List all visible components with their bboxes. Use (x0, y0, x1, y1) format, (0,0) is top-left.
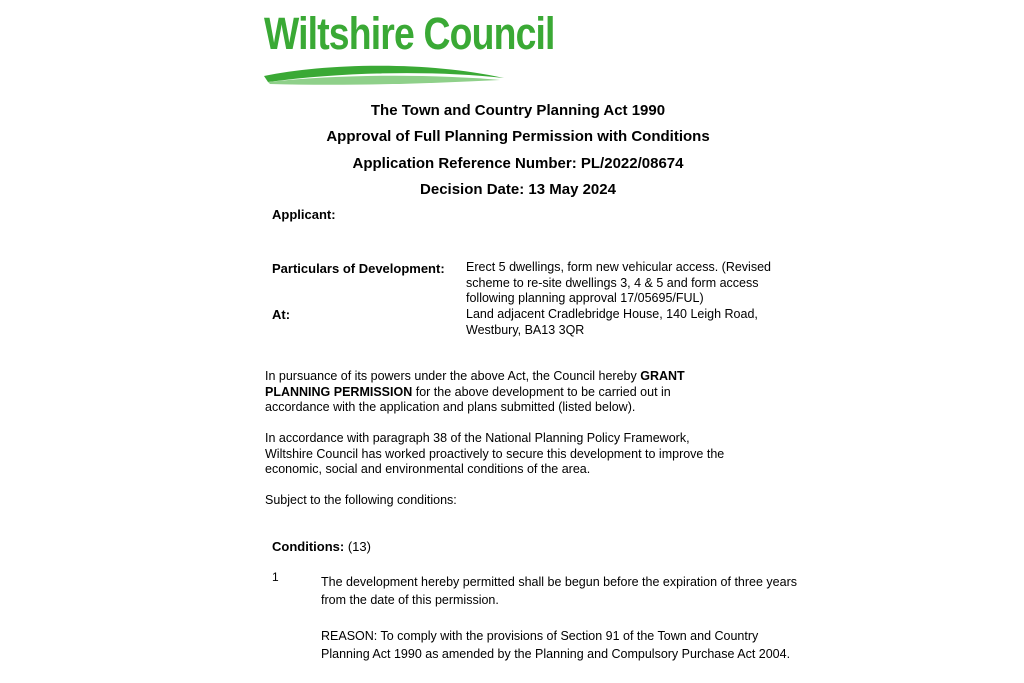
planning-permission-bold-text: PLANNING PERMISSION (265, 384, 413, 399)
condition-reason-line: Planning Act 1990 as amended by the Planning and Compulsory Purchase Act 2004. (321, 647, 791, 661)
conditions-label: Conditions: (272, 539, 345, 554)
nppf-paragraph-line: In accordance with paragraph 38 of the National Planning Policy Framework, (265, 431, 690, 445)
application-reference: Application Reference Number: PL/2022/08674 (352, 155, 684, 172)
grant-paragraph (265, 369, 685, 416)
council-logo-text: Wiltshire Council (264, 8, 555, 59)
logo-swoosh-graphic (262, 62, 506, 88)
conditions-heading (272, 539, 371, 554)
nppf-paragraph (265, 431, 724, 478)
grant-paragraph-line (265, 369, 685, 385)
grant-bold-text: GRANT (640, 369, 685, 383)
condition-text-line: The development hereby permitted shall be begun before the expiration of three years (321, 575, 797, 589)
condition-reason (321, 627, 790, 663)
decision-date: Decision Date: 13 May 2024 (420, 181, 616, 198)
decision-title: Approval of Full Planning Permission with Conditions (326, 128, 710, 145)
particulars-line: scheme to re-site dwellings 3, 4 & 5 and form access (466, 275, 759, 290)
particulars-line: following planning approval 17/05695/FUL) (466, 291, 704, 305)
grant-text: In pursuance of its powers under the above Act, the Council hereby (265, 369, 641, 383)
grant-paragraph-line (265, 385, 685, 401)
site-address-line: Westbury, BA13 3QR (466, 322, 585, 337)
conditions-intro: Subject to the following conditions: (265, 493, 457, 507)
site-address-label: At: (272, 307, 291, 322)
condition-reason-line: REASON: To comply with the provisions of Section 91 of the Town and Country (321, 629, 759, 643)
site-address-value (466, 307, 758, 338)
grant-paragraph-line: accordance with the application and plans submitted (listed below). (265, 400, 636, 414)
particulars-label: Particulars of Development: (272, 261, 445, 276)
grant-text: for the above development to be carried out in (412, 384, 671, 399)
nppf-paragraph-line: economic, social and environmental conditions of the area. (265, 462, 591, 476)
condition-text-line: from the date of this permission. (321, 593, 499, 607)
site-address-line: Land adjacent Cradlebridge House, 140 Leigh Road, (466, 307, 758, 321)
conditions-count: (13) (347, 539, 371, 554)
act-heading: The Town and Country Planning Act 1990 (370, 102, 666, 119)
condition-number: 1 (272, 570, 279, 584)
condition-text (321, 573, 797, 609)
particulars-value (466, 260, 771, 307)
particulars-line: Erect 5 dwellings, form new vehicular access. (Revised (466, 260, 771, 274)
applicant-label: Applicant: (272, 207, 336, 222)
nppf-paragraph-line: Wiltshire Council has worked proactively to secure this development to improve the (265, 446, 725, 461)
